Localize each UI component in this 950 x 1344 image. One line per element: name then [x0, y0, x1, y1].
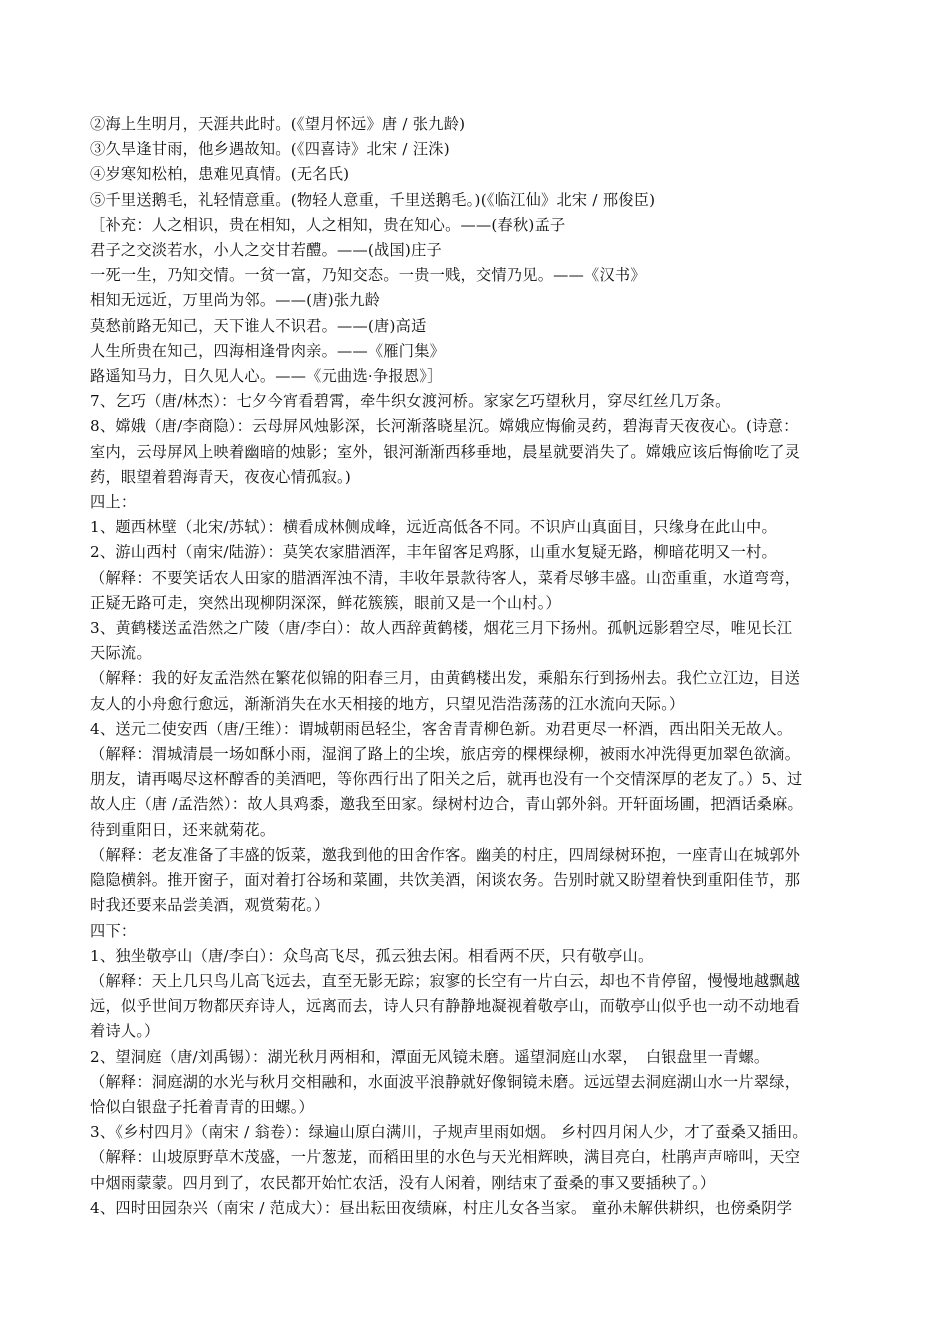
text-line: （解释：渭城清晨一场如酥小雨，湿润了路上的尘埃，旅店旁的棵棵绿柳，被雨水冲洗得更加翠色欲滴。 [90, 745, 801, 764]
text-line: ④岁寒知松柏，患难见真情。(无名氏) [90, 165, 350, 184]
text-line: 时我还要来品尝美酒，观赏菊花。） [90, 896, 330, 915]
text-line: 天际流。 [90, 644, 152, 663]
text-line: ［补充：人之相识，贵在相知，人之相知，贵在知心。——(春秋)孟子 [90, 215, 566, 234]
text-line: （解释：天上几只鸟儿高飞远去，直至无影无踪；寂寥的长空有一片白云，却也不肯停留，慢慢地越飘越 [90, 971, 801, 990]
text-line: 相知无远近，万里尚为邻。——(唐)张九龄 [90, 291, 381, 310]
text-line: 7、乞巧（唐/林杰）：七夕今宵看碧霄，牵牛织女渡河桥。家家乞巧望秋月，穿尽红丝几万条。 [90, 392, 731, 411]
text-line: ③久旱逢甘雨，他乡遇故知。(《四喜诗》北宋 / 汪洙) [90, 140, 450, 159]
text-line: 药，眼望着碧海青天，夜夜心情孤寂。) [90, 467, 352, 486]
text-line: 8、嫦娥（唐/李商隐）：云母屏风烛影深，长河渐落晓星沉。嫦娥应悔偷灵药，碧海青天夜夜心。(诗意： [90, 417, 799, 436]
text-line: 友人的小舟愈行愈远，渐渐消失在水天相接的地方，只望见浩浩荡荡的江水流向天际。） [90, 694, 685, 713]
document-body [90, 112, 872, 1221]
text-line: 着诗人。） [90, 1022, 160, 1041]
text-line: 4、四时田园杂兴（南宋 / 范成大）：昼出耘田夜绩麻，村庄儿女各当家。 童孙未解供耕织，也傍桑阴学 [90, 1198, 793, 1217]
text-line: 朋友，请再喝尽这杯醇香的美酒吧，等你西行出了阳关之后，就再也没有一个交情深厚的老友了。）5、过 [90, 770, 803, 789]
text-line: 君子之交淡若水，小人之交甘若醴。——(战国)庄子 [90, 241, 442, 260]
text-line: 待到重阳日，还来就菊花。 [90, 820, 276, 839]
text-line: 一死一生，乃知交情。一贫一富，乃知交态。一贵一贱，交情乃见。——《汉书》 [90, 266, 646, 285]
text-line: ②海上生明月，天涯共此时。(《望月怀远》唐 / 张九龄) [90, 115, 466, 133]
text-line: 2、游山西村（南宋/陆游）：莫笑农家腊酒浑，丰年留客足鸡豚，山重水复疑无路，柳暗花明又一村。 [90, 543, 777, 562]
section-heading: 四下： [90, 921, 137, 940]
text-line: 3、黄鹤楼送孟浩然之广陵（唐/李白）：故人西辞黄鹤楼，烟花三月下扬州。孤帆远影碧空尽，唯见长江 [90, 619, 793, 638]
text-line: （解释：不要笑话农人田家的腊酒浑浊不清，丰收年景款待客人，菜肴尽够丰盛。山峦重重，水道弯弯， [90, 568, 801, 587]
text-line: （解释：洞庭湖的水光与秋月交相融和，水面波平浪静就好像铜镜未磨。远远望去洞庭湖山水一片翠绿， [90, 1072, 801, 1091]
text-line: 3、《乡村四月》（南宋 / 翁卷）：绿遍山原白满川，子规声里雨如烟。 乡村四月闲人少，才了蚕桑又插田。 [90, 1123, 808, 1142]
text-line: （解释：山坡原野草木茂盛，一片葱茏，而稻田里的水色与天光相辉映，满目亮白，杜鹃声声啼叫，天空 [90, 1148, 801, 1167]
text-line: 室内，云母屏风上映着幽暗的烛影；室外，银河渐渐西移垂地，晨星就要消失了。嫦娥应该后悔偷吃了灵 [90, 442, 801, 461]
text-line: 故人庄（唐 /孟浩然）：故人具鸡黍，邀我至田家。绿树村边合，青山郭外斜。开轩面场圃，把酒话桑麻。 [90, 795, 803, 814]
text-line: 2、望洞庭（唐/刘禹锡）：湖光秋月两相和，潭面无风镜未磨。遥望洞庭山水翠， 白银盘里一青螺。 [90, 1047, 770, 1066]
text-line: 路遥知马力，日久见人心。——《元曲选·争报恩》］ [90, 367, 443, 386]
text-line: 1、题西林壁（北宋/苏轼）：横看成林侧成峰，远近高低各不同。不识庐山真面目，只缘身在此山中。 [90, 518, 777, 537]
text-line: 正疑无路可走，突然出现柳阴深深，鲜花簇簇，眼前又是一个山村。） [90, 593, 561, 612]
text-line: （解释：老友准备了丰盛的饭菜，邀我到他的田舍作客。幽美的村庄，四周绿树环抱，一座青山在城郭外 [90, 845, 801, 864]
text-line: 人生所贵在知己，四海相逢骨肉亲。——《雁门集》 [90, 341, 446, 360]
text-line: ⑤千里送鹅毛，礼轻情意重。(物轻人意重，千里送鹅毛。)(《临江仙》北宋 / 邢俊臣) [90, 190, 656, 209]
text-line: 恰似白银盘子托着青青的田螺。） [90, 1097, 314, 1116]
text-line: 远，似乎世间万物都厌弃诗人，远离而去，诗人只有静静地凝视着敬亭山，而敬亭山似乎也一动不动地看 [90, 997, 801, 1016]
text-line: 莫愁前路无知己，天下谁人不识君。——(唐)高适 [90, 316, 427, 335]
section-heading: 四上： [90, 493, 137, 512]
text-line: （解释：我的好友孟浩然在繁花似锦的阳春三月，由黄鹤楼出发，乘船东行到扬州去。我伫立江边，目送 [90, 669, 801, 688]
text-line: 4、送元二使安西（唐/王维）：谓城朝雨邑轻尘，客舍青青柳色新。劝君更尽一杯酒，西出阳关无故人。 [90, 719, 793, 738]
text-line: 1、独坐敬亭山（唐/李白）：众鸟高飞尽，孤云独去闲。相看两不厌，只有敬亭山。 [90, 946, 654, 965]
text-line: 中烟雨蒙蒙。四月到了，农民都开始忙农活，没有人闲着，刚结束了蚕桑的事又要插秧了。） [90, 1173, 716, 1192]
text-line: 隐隐横斜。推开窗子，面对着打谷场和菜圃，共饮美酒，闲谈农务。告别时就又盼望着快到重阳佳节，那 [90, 871, 801, 890]
